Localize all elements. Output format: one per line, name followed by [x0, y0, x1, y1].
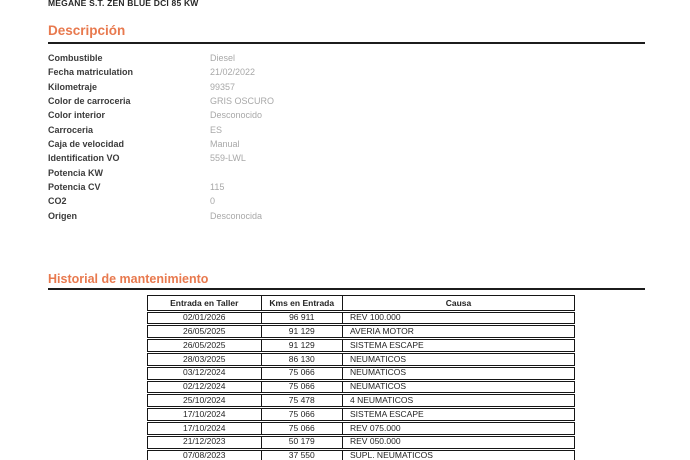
- table-cell: 21/12/2023: [148, 437, 262, 448]
- field-label: Identification VO: [48, 153, 120, 164]
- column-header: Causa: [445, 297, 472, 308]
- table-cell: 25/10/2024: [148, 395, 262, 406]
- field-label: Color de carroceria: [48, 96, 131, 107]
- table-cell: 4 NEUMATICOS: [350, 395, 414, 405]
- field-value: 99357: [210, 81, 236, 92]
- table-cell: AVERIA MOTOR: [350, 326, 414, 337]
- field-row: [48, 53, 448, 67]
- maintenance-table-body: [147, 312, 575, 460]
- field-value: 21/02/2022: [210, 67, 256, 78]
- table-cell: 86 130: [262, 354, 344, 365]
- table-cell: REV 100.000: [350, 312, 401, 323]
- field-label: Carroceria: [48, 124, 94, 135]
- field-label: Color interior: [48, 110, 106, 121]
- table-cell: 91 129: [262, 326, 344, 337]
- field-label: Potencia CV: [48, 182, 101, 193]
- field-row: [48, 196, 448, 210]
- table-cell: REV 075.000: [350, 422, 401, 433]
- description-fields: [48, 53, 448, 225]
- field-row: [48, 67, 448, 81]
- table-cell: 75 066: [262, 409, 344, 420]
- maintenance-table-header: [147, 295, 575, 311]
- field-value: 0: [210, 196, 216, 207]
- table-cell: 75 066: [262, 382, 344, 393]
- maintenance-section-heading: Historial de mantenimiento: [48, 272, 209, 286]
- table-row: [147, 339, 575, 352]
- field-value: Desconocido: [210, 110, 263, 121]
- field-row: [48, 211, 448, 225]
- table-cell: 17/10/2024: [148, 423, 262, 434]
- table-cell: 26/05/2025: [148, 326, 262, 337]
- table-cell: 28/03/2025: [148, 354, 262, 365]
- table-cell: SISTEMA ESCAPE: [350, 340, 424, 350]
- table-cell: 50 179: [262, 437, 344, 448]
- table-row: [147, 381, 575, 394]
- field-label: Kilometraje: [48, 81, 98, 92]
- table-cell: 91 129: [262, 340, 344, 351]
- table-row: [147, 436, 575, 449]
- field-row: [48, 82, 448, 96]
- table-cell: 07/08/2023: [148, 451, 262, 460]
- field-label: Combustible: [48, 53, 103, 63]
- table-row: [147, 422, 575, 435]
- table-cell: 26/05/2025: [148, 340, 262, 351]
- table-cell: NEUMATICOS: [350, 354, 407, 364]
- table-row: [147, 312, 575, 325]
- table-cell: SISTEMA ESCAPE: [350, 409, 424, 419]
- vehicle-title: MEGANE S.T. ZEN BLUE DCI 85 KW: [48, 0, 199, 8]
- table-cell: 02/12/2024: [148, 382, 262, 393]
- table-cell: 75 066: [262, 368, 344, 379]
- field-value: 115: [210, 182, 225, 193]
- table-cell: 75 478: [262, 395, 344, 406]
- field-label: Caja de velocidad: [48, 139, 125, 150]
- table-cell: 75 066: [262, 423, 344, 434]
- table-cell: 02/01/2026: [148, 313, 262, 324]
- field-row: [48, 125, 448, 139]
- table-cell: REV 050.000: [350, 436, 401, 447]
- table-cell: 03/12/2024: [148, 368, 262, 379]
- field-row: [48, 96, 448, 110]
- table-row: [147, 408, 575, 421]
- field-label: CO2: [48, 196, 67, 207]
- table-row: [147, 367, 575, 380]
- field-label: Fecha matriculation: [48, 67, 134, 78]
- field-row: [48, 168, 448, 182]
- table-row: [147, 325, 575, 338]
- field-row: [48, 153, 448, 167]
- field-value: GRIS OSCURO: [210, 96, 275, 107]
- description-divider: [48, 42, 645, 44]
- table-cell: 17/10/2024: [148, 409, 262, 420]
- field-value: Diesel: [210, 53, 236, 63]
- table-cell: NEUMATICOS: [350, 367, 407, 378]
- description-section-heading: Descripción: [48, 23, 126, 38]
- table-cell: NEUMATICOS: [350, 381, 407, 392]
- maintenance-divider: [48, 288, 645, 290]
- field-value: 559-LWL: [210, 153, 246, 164]
- table-row: [147, 450, 575, 460]
- field-value: ES: [210, 124, 223, 135]
- field-row: [48, 182, 448, 196]
- column-header: Entrada en Taller: [148, 296, 262, 310]
- field-row: [48, 110, 448, 124]
- field-value: Manual: [210, 139, 240, 150]
- column-header: Kms en Entrada: [262, 296, 344, 310]
- table-row: [147, 394, 575, 407]
- table-cell: 96 911: [262, 313, 344, 324]
- table-cell: 37 550: [262, 451, 344, 460]
- field-row: [48, 139, 448, 153]
- field-value: Desconocida: [210, 210, 263, 221]
- maintenance-table: [147, 295, 575, 460]
- table-cell: SUPL. NEUMATICOS: [350, 450, 433, 460]
- field-label: Potencia KW: [48, 167, 104, 178]
- field-label: Origen: [48, 210, 78, 221]
- table-row: [147, 353, 575, 366]
